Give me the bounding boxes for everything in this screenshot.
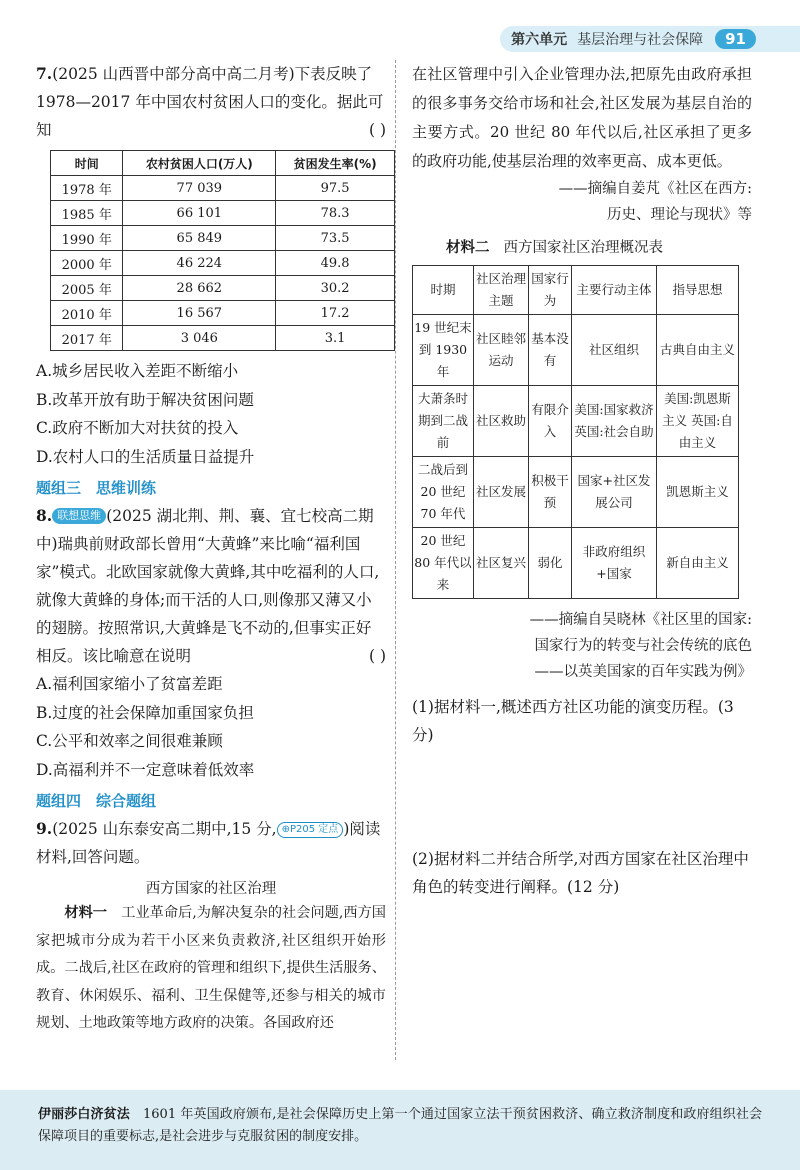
column-divider (395, 60, 396, 1060)
option-d: D.高福利并不一定意味着低效率 (36, 760, 255, 779)
table-cell: 美国:凯恩斯主义 英国:自由主义 (657, 386, 739, 457)
question-7 (36, 60, 386, 471)
material-1-continued: 在社区管理中引入企业管理办法,把原先由政府承担的很多事务交给市场和社会,社区发展为基层自治的主要方式。20 世纪 80 年代以后,社区承担了更多的政府功能,使基层治理的效率更高、成本更低。 (412, 65, 752, 170)
source-line: ——以英美国家的百年实践为例》 (534, 664, 752, 680)
material-1-label: 材料一 (64, 905, 108, 921)
table-header: 国家行为 (529, 266, 572, 315)
table-row (413, 386, 739, 457)
table-cell: 社区救助 (474, 386, 529, 457)
table-cell: 19 世纪末到 1930 年 (413, 315, 474, 386)
table-cell: 73.5 (276, 226, 395, 251)
table-cell: 弱化 (529, 528, 572, 599)
table-row (51, 276, 395, 301)
table-cell: 77 039 (123, 176, 276, 201)
table-header: 指导思想 (657, 266, 739, 315)
footer-term: 伊丽莎白济贫法 (38, 1107, 130, 1122)
footer-text: 1601 年英国政府颁布,是社会保障历史上第一个通过国家立法干预贫困救济、确立救济制度和政府组织社会保障项目的重要标志,是社会进步与克服贫困的制度安排。 (38, 1107, 762, 1144)
table-cell: 17.2 (276, 301, 395, 326)
material-heading: 西方国家的社区治理 (145, 881, 277, 897)
material-2-source (412, 607, 752, 685)
table-cell: 2017 年 (51, 326, 123, 351)
table-row (413, 315, 739, 386)
table-row (413, 528, 739, 599)
answer-paren: ( ) (368, 647, 386, 665)
left-column (36, 60, 386, 1038)
table-cell: 社区发展 (474, 457, 529, 528)
table-cell: 非政府组织+国家 (572, 528, 657, 599)
table-cell: 20 世纪 80 年代以来 (413, 528, 474, 599)
question-9 (36, 815, 386, 1038)
source-line: 国家行为的转变与社会传统的底色 (534, 638, 752, 654)
page-number: 91 (715, 29, 756, 49)
table-cell: 1978 年 (51, 176, 123, 201)
table-cell: 1990 年 (51, 226, 123, 251)
question-number: 9. (36, 819, 53, 838)
community-governance-table (412, 265, 739, 599)
option-c: C.政府不断加大对扶贫的投入 (36, 419, 239, 437)
question-number: 7. (36, 64, 53, 83)
table-cell: 2010 年 (51, 301, 123, 326)
table-cell: 46 224 (123, 251, 276, 276)
option-a: A.城乡居民收入差距不断缩小 (36, 362, 239, 380)
table-header-row (413, 266, 739, 315)
option-c: C.公平和效率之间很难兼顾 (36, 732, 223, 750)
table-cell: 66 101 (123, 201, 276, 226)
table-cell: 社区睦邻运动 (474, 315, 529, 386)
table-cell: 大萧条时期到二战前 (413, 386, 474, 457)
table-cell: 1985 年 (51, 201, 123, 226)
option-d: D.农村人口的生活质量日益提升 (36, 447, 255, 466)
question-stem: (2025 湖北荆、荆、襄、宜七校高二期中)瑞典前财政部长曾用“大黄蜂”来比喻“福利国家”模式。北欧国家就像大黄蜂,其中吃福利的人口,就像大黄蜂的身体;而干活的人口,则像那又薄又小的翅膀。按照常识,大黄蜂是飞不动的,但事实正好相反。该比喻意在说明 (36, 507, 380, 665)
table-header: 贫困发生率(%) (276, 151, 395, 176)
table-cell: 78.3 (276, 201, 395, 226)
table-cell: 49.8 (276, 251, 395, 276)
table-row (51, 251, 395, 276)
table-cell: 国家+社区发展公司 (572, 457, 657, 528)
table-header: 社区治理主题 (474, 266, 529, 315)
table-cell: 65 849 (123, 226, 276, 251)
option-a: A.福利国家缩小了贫富差距 (36, 675, 223, 693)
poverty-table (50, 150, 395, 351)
table-header: 主要行动主体 (572, 266, 657, 315)
table-cell: 美国:国家救济 英国:社会自助 (572, 386, 657, 457)
table-row (413, 457, 739, 528)
thinking-tag: 联想思维 (52, 508, 106, 524)
source-line: ——摘编自姜芃《社区在西方: (558, 181, 752, 197)
question-number: 8. (36, 506, 53, 525)
sub-question-2: (2)据材料二并结合所学,对西方国家在社区治理中角色的转变进行阐释。(12 分) (412, 850, 749, 896)
table-cell: 新自由主义 (657, 528, 739, 599)
answer-paren: ( ) (368, 121, 386, 139)
reference-label: P205 定点 (290, 824, 339, 835)
table-row (51, 176, 395, 201)
table-cell: 28 662 (123, 276, 276, 301)
table-cell: 社区复兴 (474, 528, 529, 599)
footer-note (0, 1090, 800, 1170)
table-row (51, 326, 395, 351)
material-1-text (36, 900, 386, 1038)
material-1-body: 工业革命后,为解决复杂的社会问题,西方国家把城市分成为若干小区来负责救济,社区组织开始形成。二战后,社区在政府的管理和组织下,提供生活服务、教育、休闲娱乐、福利、卫生保健等,还参与相关的城市规划、土地政策等地方政府的决策。各国政府还 (36, 905, 386, 1031)
table-cell: 有限介入 (529, 386, 572, 457)
question-8 (36, 502, 386, 784)
unit-title: 基层治理与社会保障 (577, 32, 704, 48)
target-icon: ⊕ (281, 824, 291, 835)
table-header: 时间 (51, 151, 123, 176)
table-cell: 3 046 (123, 326, 276, 351)
table-cell: 凯恩斯主义 (657, 457, 739, 528)
table-row (51, 226, 395, 251)
unit-label: 第六单元 (511, 32, 568, 48)
material-2-caption: 西方国家社区治理概况表 (503, 240, 663, 256)
material-2-label: 材料二 (446, 240, 490, 256)
option-b: B.过度的社会保障加重国家负担 (36, 703, 254, 722)
table-cell: 2005 年 (51, 276, 123, 301)
group-3-title: 题组三 思维训练 (36, 479, 157, 497)
table-header: 时期 (413, 266, 474, 315)
group-4-title: 题组四 综合题组 (36, 792, 157, 810)
table-cell: 二战后到 20 世纪 70 年代 (413, 457, 474, 528)
material-2-title (412, 236, 752, 257)
table-cell: 积极干预 (529, 457, 572, 528)
page-header (500, 26, 800, 52)
question-stem-b: )阅读材料,回答问题。 (36, 820, 381, 866)
table-cell: 30.2 (276, 276, 395, 301)
table-cell: 社区组织 (572, 315, 657, 386)
right-column (412, 60, 752, 901)
answer-space-1[interactable] (412, 749, 752, 845)
question-stem: (2025 山西晋中部分高中高二月考)下表反映了 1978—2017 年中国农村贫困人口的变化。据此可知 (36, 65, 384, 139)
option-b: B.改革开放有助于解决贫困问题 (36, 390, 254, 409)
source-line: ——摘编自吴晓林《社区里的国家: (529, 612, 752, 628)
table-header: 农村贫困人口(万人) (123, 151, 276, 176)
source-line: 历史、理论与现状》等 (607, 207, 752, 223)
table-row (51, 201, 395, 226)
sub-question-1: (1)据材料一,概述西方社区功能的演变历程。(3 分) (412, 698, 734, 744)
table-cell: 3.1 (276, 326, 395, 351)
question-stem-a: (2025 山东泰安高二期中,15 分, (52, 820, 277, 838)
reference-tag[interactable] (277, 822, 344, 838)
table-cell: 16 567 (123, 301, 276, 326)
table-row (51, 301, 395, 326)
table-cell: 基本没有 (529, 315, 572, 386)
table-cell: 97.5 (276, 176, 395, 201)
table-cell: 2000 年 (51, 251, 123, 276)
table-cell: 古典自由主义 (657, 315, 739, 386)
